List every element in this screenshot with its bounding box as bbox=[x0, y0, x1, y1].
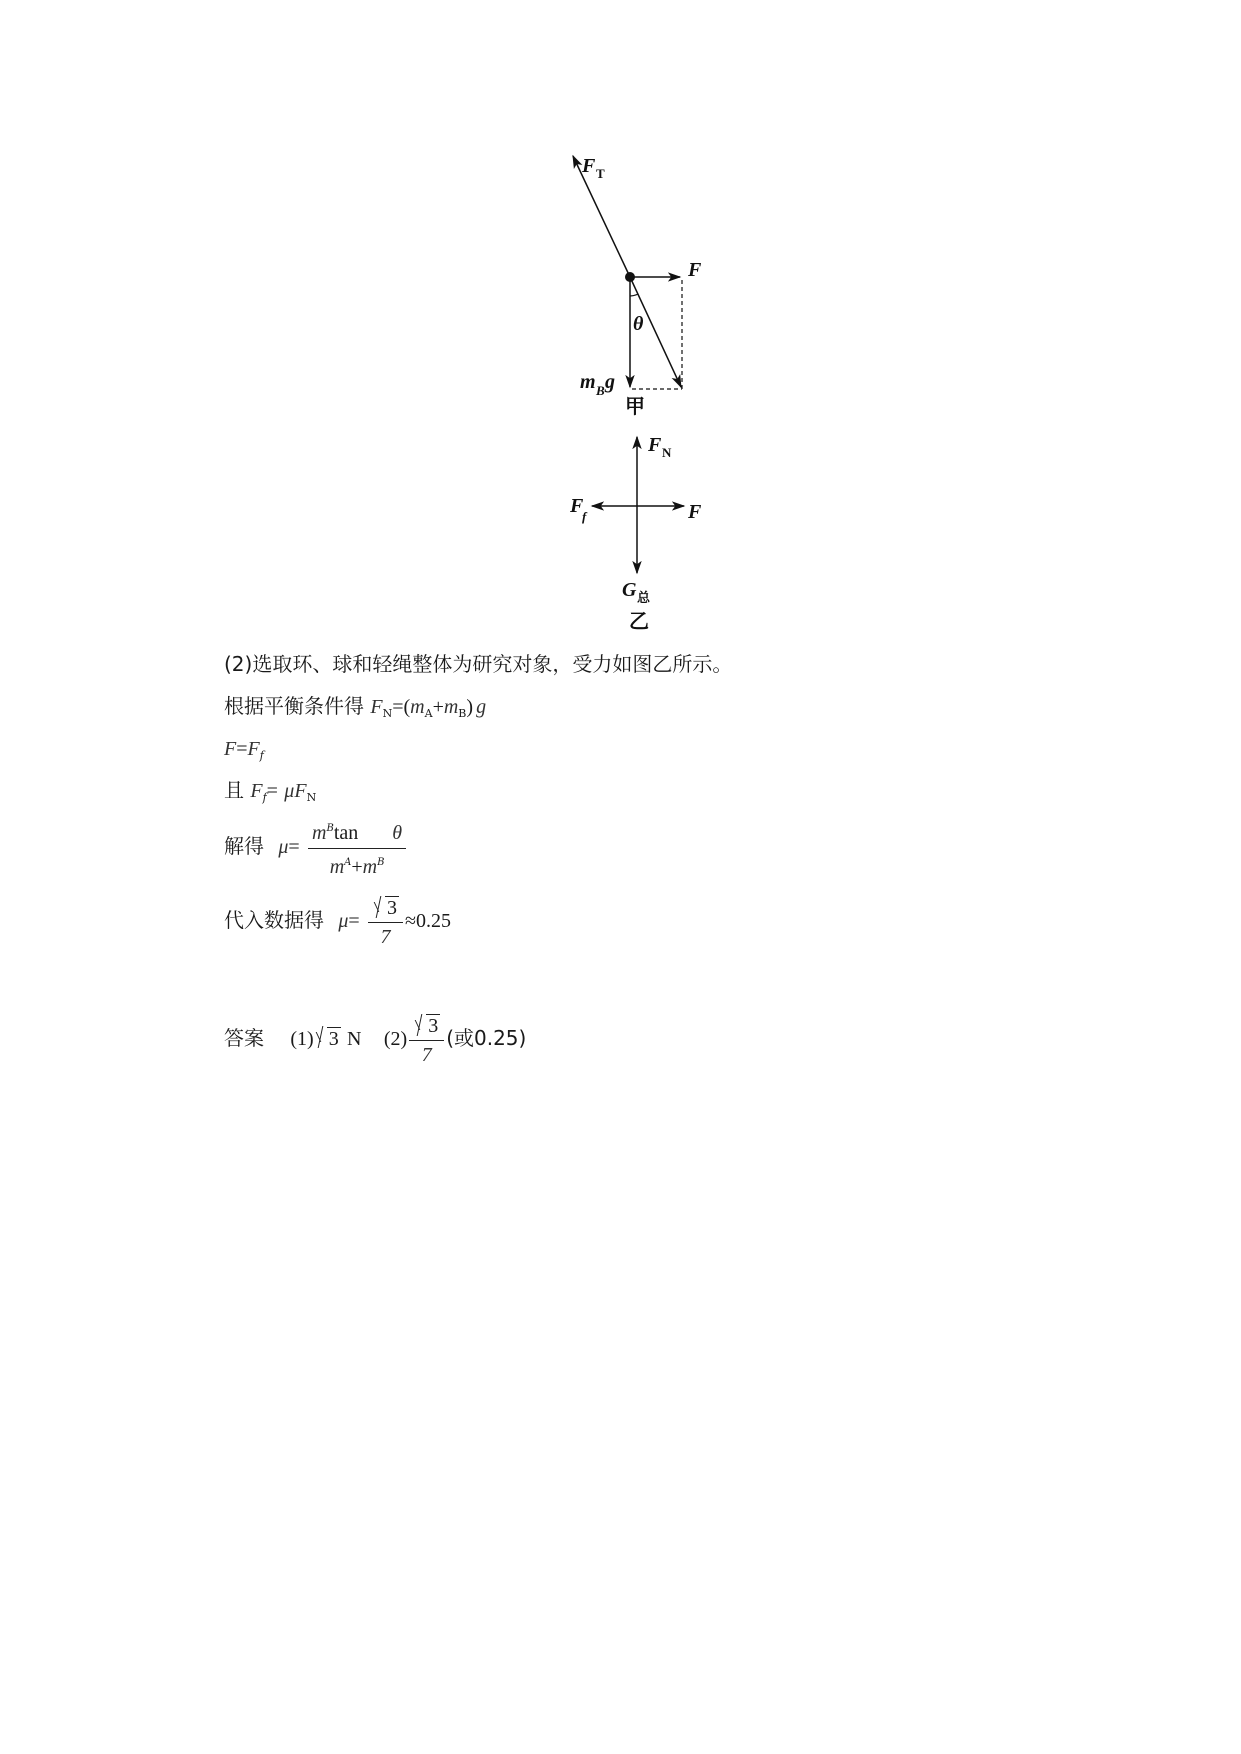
answer-part1-radicand: 3 bbox=[328, 1028, 339, 1050]
line2-F-sub: N bbox=[382, 707, 393, 720]
label-F-jia: F bbox=[688, 259, 702, 281]
line5-eq: = bbox=[288, 836, 300, 858]
sqrt-symbol bbox=[372, 894, 399, 920]
answer-part1: (1) bbox=[290, 1028, 314, 1050]
text-line-5 bbox=[224, 816, 408, 879]
label-FN-sub: N bbox=[662, 445, 672, 460]
line6-approx: ≈0.25 bbox=[405, 910, 452, 932]
line2-g: g bbox=[476, 696, 487, 718]
line5-den-mB-sup: B bbox=[377, 857, 385, 868]
line6-eq: = bbox=[348, 910, 360, 932]
line4-prefix: 且 bbox=[224, 778, 244, 802]
ball-point bbox=[625, 272, 635, 282]
line6-fraction bbox=[368, 894, 403, 949]
diagram-yi bbox=[569, 434, 702, 633]
line2-eq: =( bbox=[392, 696, 411, 718]
text-line-4 bbox=[224, 776, 316, 812]
line2-mA: m bbox=[410, 696, 425, 718]
line5-den-mA-sup: A bbox=[344, 857, 352, 868]
label-Ff: F bbox=[570, 495, 584, 517]
line5-den-mB: m bbox=[362, 856, 378, 878]
line5-num-sup: B bbox=[326, 823, 334, 834]
line5-mu: μ bbox=[278, 836, 289, 858]
line2-close: ) bbox=[466, 696, 474, 718]
line5-numerator bbox=[308, 816, 406, 849]
line6-denominator: 7 bbox=[380, 926, 391, 948]
line4-FN-sub: N bbox=[306, 791, 317, 804]
answer-label: 答案 bbox=[224, 1026, 264, 1050]
label-mBg-sub: B bbox=[596, 383, 605, 398]
line5-den-mA: m bbox=[329, 856, 345, 878]
force-diagrams bbox=[540, 140, 720, 640]
answer-part2-radicand: 3 bbox=[428, 1015, 439, 1037]
label-mBg-m: m bbox=[580, 371, 596, 393]
line6-radicand: 3 bbox=[387, 897, 398, 919]
label-G-sub: 总 bbox=[637, 590, 651, 605]
line4-Ff-sub: f bbox=[262, 791, 267, 804]
line5-fraction bbox=[308, 816, 406, 879]
line6-mu: μ bbox=[338, 910, 349, 932]
sqrt-symbol bbox=[413, 1012, 440, 1038]
answer-line bbox=[224, 1012, 526, 1067]
line2-plus: + bbox=[432, 696, 444, 718]
line5-denominator bbox=[308, 849, 406, 879]
answer-fraction bbox=[409, 1012, 444, 1067]
line5-num-theta: θ bbox=[392, 822, 403, 844]
line2-mB-sub: B bbox=[458, 707, 467, 720]
line2-F: F bbox=[370, 696, 383, 718]
line6-numerator bbox=[368, 894, 403, 923]
line5-num-tan: tan bbox=[333, 822, 359, 844]
label-F-yi: F bbox=[688, 501, 702, 523]
line6-prefix: 代入数据得 bbox=[224, 908, 324, 932]
label-mBg-g: g bbox=[605, 371, 615, 393]
angle-arc bbox=[630, 294, 638, 296]
label-FT: F bbox=[582, 155, 596, 177]
label-FN: F bbox=[648, 434, 662, 456]
answer-part2-alt: (或0.25) bbox=[446, 1026, 527, 1050]
answer-part2: (2) bbox=[383, 1028, 408, 1050]
text-line-1: (2)选取环、球和轻绳整体为研究对象，受力如图乙所示。 bbox=[224, 652, 733, 676]
text-line-6 bbox=[224, 894, 451, 949]
label-G: G bbox=[622, 579, 637, 601]
line2-mA-sub: A bbox=[424, 707, 433, 720]
label-FT-sub: T bbox=[596, 166, 605, 181]
line4-Ff: F bbox=[250, 780, 263, 802]
answer-part1-unit: N bbox=[347, 1028, 362, 1050]
line3-eq: = bbox=[236, 738, 248, 760]
answer-numerator bbox=[409, 1012, 444, 1041]
line2-mB: m bbox=[443, 696, 459, 718]
caption-jia: 甲 bbox=[625, 394, 645, 418]
line5-den-plus: + bbox=[351, 856, 363, 878]
sqrt-symbol bbox=[314, 1024, 341, 1052]
line5-num-m: m bbox=[312, 822, 327, 844]
text-line-2 bbox=[224, 692, 486, 728]
label-theta: θ bbox=[633, 313, 644, 335]
answer-denominator: 7 bbox=[421, 1044, 432, 1066]
line3-Ff-sub: f bbox=[259, 749, 264, 762]
line3-F: F bbox=[224, 738, 237, 760]
label-Ff-sub: f bbox=[582, 509, 587, 524]
line3-Ff: F bbox=[247, 738, 260, 760]
line2-prefix: 根据平衡条件得 bbox=[224, 694, 364, 718]
line4-eq: = bbox=[266, 780, 278, 802]
diagram-jia bbox=[573, 155, 702, 418]
caption-yi: 乙 bbox=[629, 609, 649, 633]
line4-FN: F bbox=[294, 780, 307, 802]
line4-mu: μ bbox=[284, 780, 295, 802]
line5-prefix: 解得 bbox=[224, 834, 264, 858]
text-line-3 bbox=[224, 734, 264, 770]
